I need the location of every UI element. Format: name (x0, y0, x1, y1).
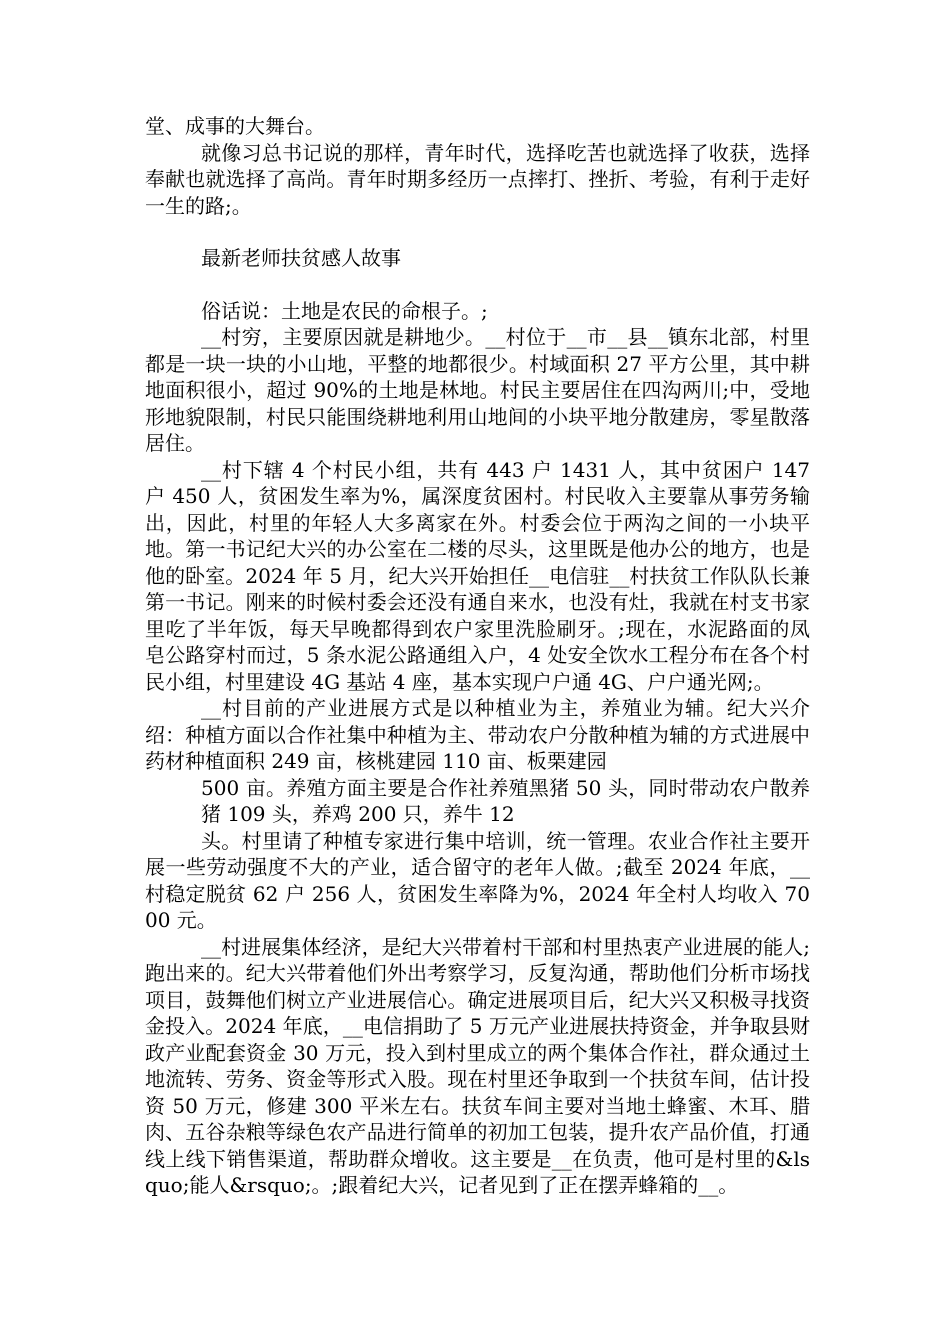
section-title: 最新老师扶贫感人故事 (201, 246, 401, 270)
paragraph-industry: __村目前的产业进展方式是以种植业为主，养殖业为辅。纪大兴介绍：种植方面以合作社集中种植为主、带动农户分散种植为辅的方式进展中药材种植面积 249 亩，核桃建园 110 亩、板栗建园 (145, 696, 810, 773)
paragraph-village-population: __村下辖 4 个村民小组，共有 443 户 1431 人，其中贫困户 147 户 450 人，贫困发生率为%，属深度贫困村。村民收入主要靠从事劳务输出，因此，村里的年轻人大多离家在外。村委会位于两沟之间的一小块平地。第一书记纪大兴的办公室在二楼的尽头，这里既是他办公的地方，也是他的卧室。2024 年 5 月，纪大兴开始担任__电信驻__村扶贫工作队队长兼第一书记。刚来的时候村委会还没有通自来水，也没有灶，我就在村支书家里吃了半年饭，每天早晚都得到农户家里洗脸刷牙。;现在，水泥路面的凤皂公路穿村而过，5 条水泥公路通组入户，4 处安全饮水工程分布在各个村民小组，村里建设 4G 基站 4 座，基本实现户户通 4G、户户通光网;。 (145, 457, 810, 694)
paragraph-livestock: 500 亩。养殖方面主要是合作社养殖黑猪 50 头，同时带动农户散养猪 109 头，养鸡 200 只，养牛 12 (201, 775, 810, 826)
paragraph-proverb: 俗话说：土地是农民的命根子。; (201, 298, 488, 323)
paragraph-continuation: 堂、成事的大舞台。 (145, 114, 325, 138)
paragraph-collective-economy: __村进展集体经济，是纪大兴带着村干部和村里热衷产业进展的能人;跑出来的。纪大兴带着他们外出考察学习，反复沟通，帮助他们分析市场找项目，鼓舞他们树立产业进展信心。确定进展项目后，纪大兴又积极寻找资金投入。2024 年底，__电信捐助了 5 万元产业进展扶持资金，并争取县财政产业配套资金 30 万元，投入到村里成立的两个集体合作社，群众通过土地流转、劳务、资金等形式入股。现在村里还争取到一个扶贫车间，估计投资 50 万元，修建 300 平米左右。扶贫车间主要对当地土蜂蜜、木耳、腊肉、五谷杂粮等绿色农产品进行简单的初加工包装，提升农产品价值，打通线上线下销售渠道，帮助群众增收。这主要是__在负责，他可是村里的&lsquo;能人&rsquo;。;跟着纪大兴，记者见到了正在摆弄蜂箱的__。 (145, 934, 810, 1197)
document-page (145, 113, 810, 1199)
paragraph-training: 头。村里请了种植专家进行集中培训，统一管理。农业合作社主要开展一些劳动强度不大的产业，适合留守的老年人做。;截至 2024 年底，__村稳定脱贫 62 户 256 人，贫困发生率降为%，2024 年全村人均收入 7000 元。 (145, 828, 810, 932)
paragraph-village-land: __村穷，主要原因就是耕地少。__村位于__市__县__镇东北部，村里都是一块一块的小山地，平整的地都很少。村域面积 27 平方公里，其中耕地面积很小，超过 90%的土地是林地。村民主要居住在四沟两川;中，受地形地貌限制，村民只能围绕耕地利用山地间的小块平地分散建房，零星散落居住。 (145, 325, 810, 455)
paragraph-youth-quote: 就像习总书记说的那样，青年时代，选择吃苦也就选择了收获，选择奉献也就选择了高尚。青年时期多经历一点摔打、挫折、考验，有利于走好一生的路;。 (145, 140, 810, 218)
